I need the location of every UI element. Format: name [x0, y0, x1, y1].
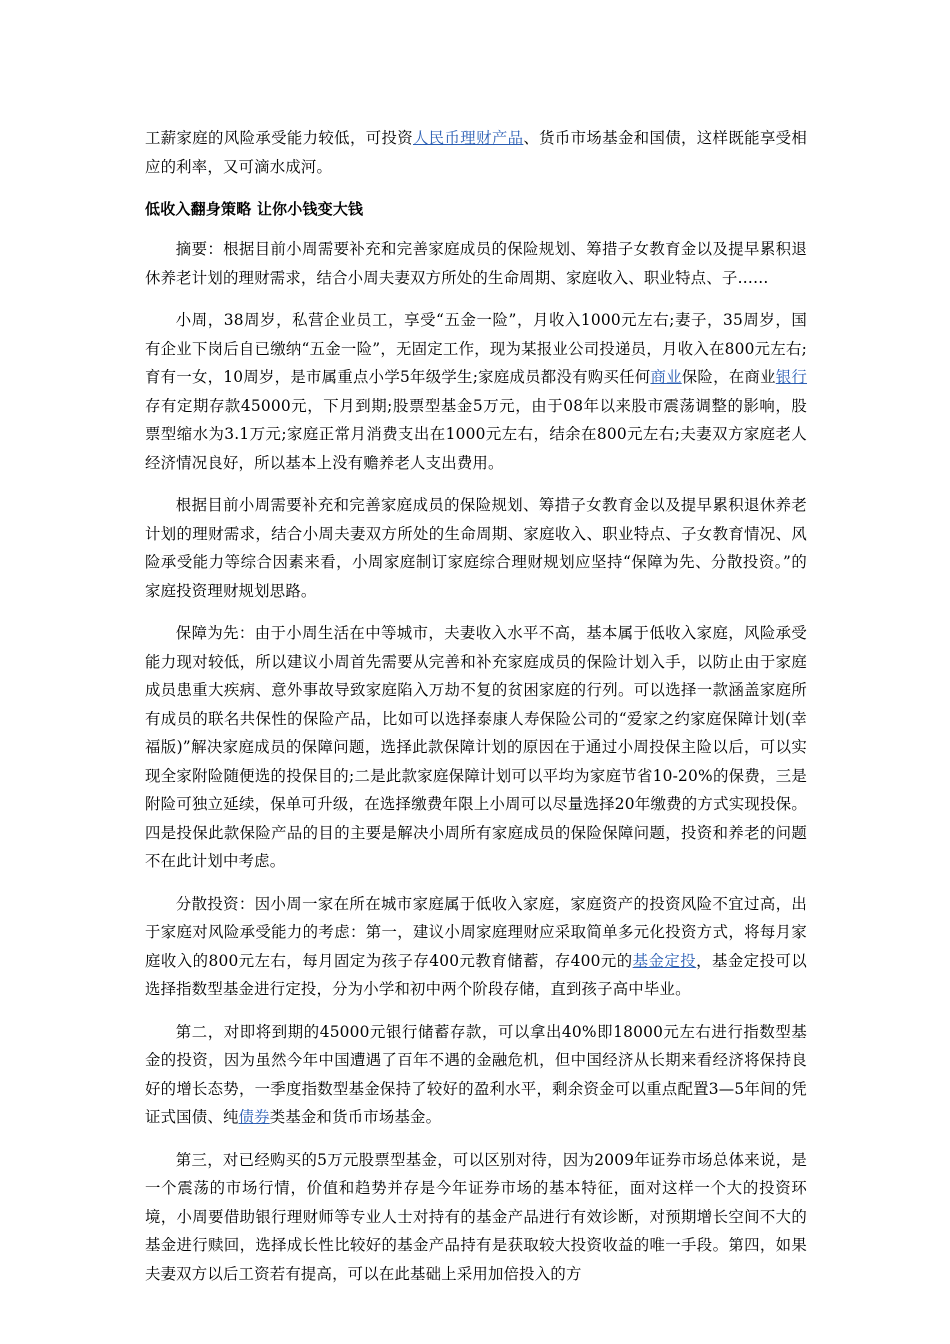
planning-approach-paragraph: 根据目前小周需要补充和完善家庭成员的保险规划、筹措子女教育金以及提早累积退休养老计划的理财需求，结合小周夫妻双方所处的生命周期、家庭收入、职业特点、子女教育情况、风险承受能力等综合因素来看，小周家庭制订家庭综合理财规划应坚持“保障为先、分散投资。”的家庭投资理财规划思路。: [145, 496, 807, 600]
commerce-link[interactable]: 商业: [650, 368, 682, 386]
profile-text-3: 存有定期存款45000元，下月到期;股票型基金5万元，由于08年以来股市震荡调整的影响，股票型缩水为3.1万元;家庭正常月消费支出在1000元左右，结余在800元左右;夫妻双方家庭老人经济情况良好，所以基本上没有赡养老人支出费用。: [145, 396, 807, 472]
diversify-text-after: ，基金定投可以选择指数型基金进行定投，分为小学和初中两个阶段存储，直到孩子高中毕业。: [145, 951, 807, 998]
intro-text-after: 、货币市场基金和国债，这样既能享受相应的利率，又可滴水成河。: [145, 129, 807, 176]
intro-text-before: 工薪家庭的风险承受能力较低，可投资: [145, 129, 414, 147]
family-profile-paragraph: [145, 306, 807, 477]
intro-paragraph: [145, 124, 807, 181]
second-point-paragraph: [145, 1018, 807, 1132]
bond-link[interactable]: 债券: [238, 1108, 270, 1126]
section-heading: 低收入翻身策略 让你小钱变大钱: [145, 200, 364, 218]
fund-fixed-investment-link[interactable]: 基金定投: [632, 951, 697, 970]
diversified-investment-paragraph: [145, 890, 807, 1004]
profile-text-2: 保险，在商业: [681, 368, 776, 386]
profile-text-1: 小周，38周岁，私营企业员工，享受“五金一险”，月收入1000元左右;妻子，35周岁，国有企业下岗后自已缴纳“五金一险”，无固定工作，现为某报业公司投递员，月收入在800元左右;育有一女，10周岁，是市属重点小学5年级学生;家庭成员都没有购买任何: [145, 311, 807, 386]
insurance-first-paragraph: 保障为先：由于小周生活在中等城市，夫妻收入水平不高，基本属于低收入家庭，风险承受能力现对较低，所以建议小周首先需要从完善和补充家庭成员的保险计划入手，以防止由于家庭成员患重大疾病、意外事故导致家庭陷入万劫不复的贫困家庭的行列。可以选择一款涵盖家庭所有成员的联名共保性的保险产品，比如可以选择泰康人寿保险公司的“爱家之约家庭保障计划(幸福版)”解决家庭成员的保障问题，选择此款保障计划的原因在于通过小周投保主险以后，可以实现全家附险随便选的投保目的;二是此款家庭保障计划可以平均为家庭节省10-20%的保费，三是附险可独立延续，保单可升级，在选择缴费年限上小周可以尽量选择20年缴费的方式实现投保。四是投保此款保险产品的目的主要是解决小周所有家庭成员的保险保障问题，投资和养老的问题不在此计划中考虑。: [145, 624, 807, 870]
second-text-after: 类基金和货币市场基金。: [269, 1108, 442, 1126]
third-point-paragraph: 第三，对已经购买的5万元股票型基金，可以区别对待，因为2009年证券市场总体来说，是一个震荡的市场行情，价值和趋势并存是今年证券市场的基本特征，面对这样一个大的投资环境，小周要借助银行理财师等专业人士对持有的基金产品进行有效诊断，对预期增长空间不大的基金进行赎回，选择成长性比较好的基金产品持有是获取较大投资收益的唯一手段。第四，如果夫妻双方以后工资若有提高，可以在此基础上采用加倍投入的方: [145, 1150, 807, 1283]
summary-paragraph: 摘要：根据目前小周需要补充和完善家庭成员的保险规划、筹措子女教育金以及提早累积退休养老计划的理财需求，结合小周夫妻双方所处的生命周期、家庭收入、职业特点、子……: [145, 240, 807, 287]
rmb-wealth-product-link[interactable]: 人民币理财产品: [413, 129, 524, 147]
second-text-before: 第二，对即将到期的45000元银行储蓄存款，可以拿出40%即18000元左右进行指数型基金的投资，因为虽然今年中国遭遇了百年不遇的金融危机，但中国经济从长期来看经济将保持良好的增长态势，一季度指数型基金保持了较好的盈利水平，剩余资金可以重点配置3—5年间的凭证式国债、纯: [145, 1022, 807, 1126]
article-body: [145, 124, 807, 1302]
diversify-text-before: 分散投资：因小周一家在所在城市家庭属于低收入家庭，家庭资产的投资风险不宜过高，出于家庭对风险承受能力的考虑：第一，建议小周家庭理财应采取简单多元化投资方式，将每月家庭收入的800元左右，每月固定为孩子存400元教育储蓄，存400元的: [145, 894, 807, 970]
bank-link[interactable]: 银行: [775, 368, 808, 386]
